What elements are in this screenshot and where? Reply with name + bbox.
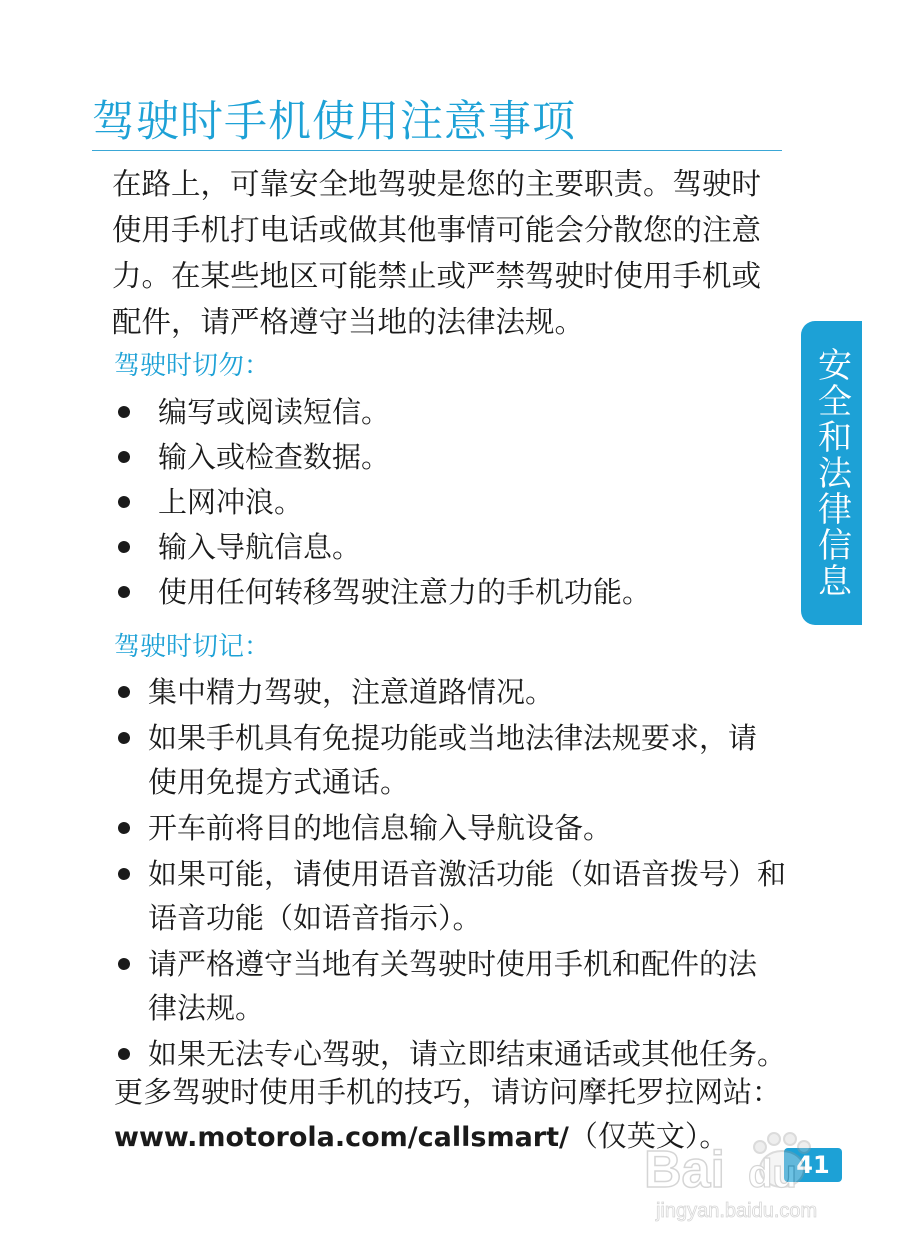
list-item-text: 编写或阅读短信。 xyxy=(158,395,391,429)
bullet-icon xyxy=(118,822,130,834)
list-item-text: 集中精力驾驶，注意道路情况。 xyxy=(148,675,555,709)
list-item-text: 开车前将目的地信息输入导航设备。 xyxy=(148,811,613,845)
bullet-icon xyxy=(118,496,130,508)
list-item xyxy=(114,942,814,1030)
website-link[interactable]: www.motorola.com/callsmart/ xyxy=(114,1122,569,1153)
closing-suffix: （仅英文）。 xyxy=(568,1119,729,1153)
do-list xyxy=(114,670,814,1078)
list-item xyxy=(114,570,651,615)
intro-line: 使用手机打电话或做其他事情可能会分散您的注意 xyxy=(112,213,762,247)
dont-heading: 驾驶时切勿： xyxy=(114,351,271,381)
list-item-text: 输入导航信息。 xyxy=(158,530,362,564)
bullet-icon xyxy=(118,541,130,553)
section-side-tab[interactable] xyxy=(801,321,862,625)
dont-list xyxy=(114,390,651,615)
list-item xyxy=(114,480,651,525)
intro-paragraph xyxy=(112,161,802,345)
page-number: 41 xyxy=(784,1148,842,1182)
title-underline xyxy=(92,150,782,151)
page-title: 驾驶时手机使用注意事项 xyxy=(92,97,576,147)
bullet-icon xyxy=(118,1048,130,1060)
list-item-text: 使用任何转移驾驶注意力的手机功能。 xyxy=(158,575,652,609)
svg-text:jingyan.baidu.com: jingyan.baidu.com xyxy=(656,1200,818,1222)
list-item-continuation: 律法规。 xyxy=(148,991,265,1025)
svg-text:du: du xyxy=(748,1152,797,1196)
svg-text:Bai: Bai xyxy=(644,1141,725,1199)
side-tab-label: 安全和法律信息 xyxy=(811,347,852,599)
list-item-continuation: 语音功能（如语音指示）。 xyxy=(148,901,482,935)
list-item-text: 上网冲浪。 xyxy=(158,485,304,519)
list-item-text: 如果可能，请使用语音激活功能（如语音拨号）和 xyxy=(148,857,787,891)
intro-line: 在路上，可靠安全地驾驶是您的主要职责。驾驶时 xyxy=(112,167,762,201)
bullet-icon xyxy=(118,686,130,698)
list-item-continuation: 使用免提方式通话。 xyxy=(148,765,410,799)
list-item-text: 请严格遵守当地有关驾驶时使用手机和配件的法 xyxy=(148,947,758,981)
bullet-icon xyxy=(118,406,130,418)
bullet-icon xyxy=(118,958,130,970)
list-item xyxy=(114,852,814,940)
list-item xyxy=(114,716,814,804)
intro-line: 配件，请严格遵守当地的法律法规。 xyxy=(112,305,585,339)
bullet-icon xyxy=(118,586,130,598)
list-item-text: 如果手机具有免提功能或当地法律法规要求，请 xyxy=(148,721,758,755)
list-item xyxy=(114,806,814,850)
list-item xyxy=(114,525,651,570)
do-heading: 驾驶时切记： xyxy=(114,632,271,662)
list-item-text: 如果无法专心驾驶，请立即结束通话或其他任务。 xyxy=(148,1037,787,1071)
bullet-icon xyxy=(118,732,130,744)
bullet-icon xyxy=(118,451,130,463)
intro-line: 力。在某些地区可能禁止或严禁驾驶时使用手机或 xyxy=(112,259,762,293)
list-item xyxy=(114,390,651,435)
list-item-text: 输入或检查数据。 xyxy=(158,440,391,474)
closing-line: 更多驾驶时使用手机的技巧，请访问摩托罗拉网站： xyxy=(114,1075,782,1109)
bullet-icon xyxy=(118,868,130,880)
list-item xyxy=(114,435,651,480)
list-item xyxy=(114,670,814,714)
baidu-watermark-icon xyxy=(640,1125,860,1225)
